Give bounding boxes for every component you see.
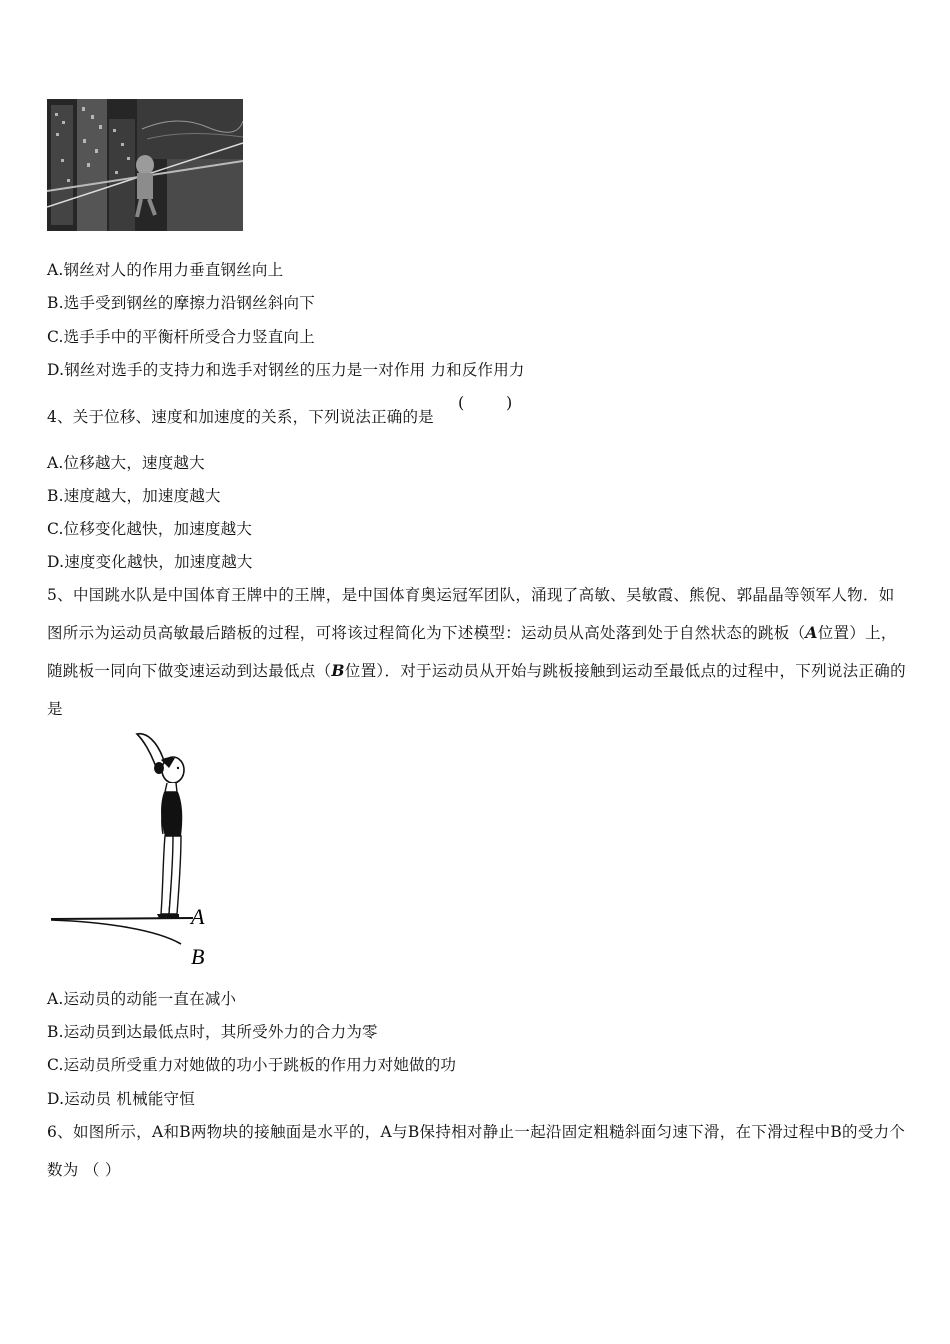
q4-option-a: A.位移越大，速度越大 [47, 454, 205, 472]
q5-stem: 5、中国跳水队是中国体育王牌中的王牌，是中国体育奥运冠军团队，涌现了高敏、吴敏霞、熊倪、郭晶晶等领军人物．如图所示为运动员高敏最后踏板的过程，可将该过程简化为下述模型：运动员从高处落到处于自然状态的跳板（A位置）上，随跳板一同向下做变速运动到达最低点（B位置）．对于运动员从开始与跳板接触到运动至最低点的过程中，下列说法正确的是 [47, 586, 906, 718]
q3-option-d: D.钢丝对选手的支持力和选手对钢丝的压力是一对作用 力和反作用力 [47, 361, 525, 379]
q4-stem: 4、关于位移、速度和加速度的关系，下列说法正确的是 [47, 408, 434, 426]
figure-label-a: A [191, 904, 205, 929]
q3-option-b: B.选手受到钢丝的摩擦力沿钢丝斜向下 [47, 294, 315, 312]
q5-option-d: D.运动员 机械能守恒 [47, 1090, 195, 1108]
q4-option-b: B.速度越大，加速度越大 [47, 487, 221, 505]
q5-stem-position-b: B [331, 661, 345, 680]
q4-option-c: C.位移变化越快，加速度越大 [47, 520, 253, 538]
q5-option-c: C.运动员所受重力对她做的功小于跳板的作用力对她做的功 [47, 1056, 457, 1074]
q6-stem: 6、如图所示，A和B两物块的接触面是水平的，A与B保持相对静止一起沿固定粗糙斜面匀速下滑，在下滑过程中B的受力个数为 （ ） [47, 1123, 906, 1179]
q5-option-a: A.运动员的动能一直在减小 [47, 990, 237, 1008]
q3-option-a: A.钢丝对人的作用力垂直钢丝向上 [47, 261, 284, 279]
tightrope-photo [47, 99, 243, 231]
q4-paren-left: ( [458, 393, 465, 412]
q4-paren-right: ) [506, 393, 513, 412]
q3-option-c: C.选手手中的平衡杆所受合力竖直向上 [47, 328, 315, 346]
q4-option-d: D.速度变化越快，加速度越大 [47, 553, 253, 571]
diver-figure [47, 728, 227, 973]
q5-stem-position-a: A [805, 623, 818, 642]
figure-label-b: B [191, 944, 205, 969]
q5-option-b: B.运动员到达最低点时，其所受外力的合力为零 [47, 1023, 378, 1041]
tightrope-illustration [47, 99, 243, 231]
